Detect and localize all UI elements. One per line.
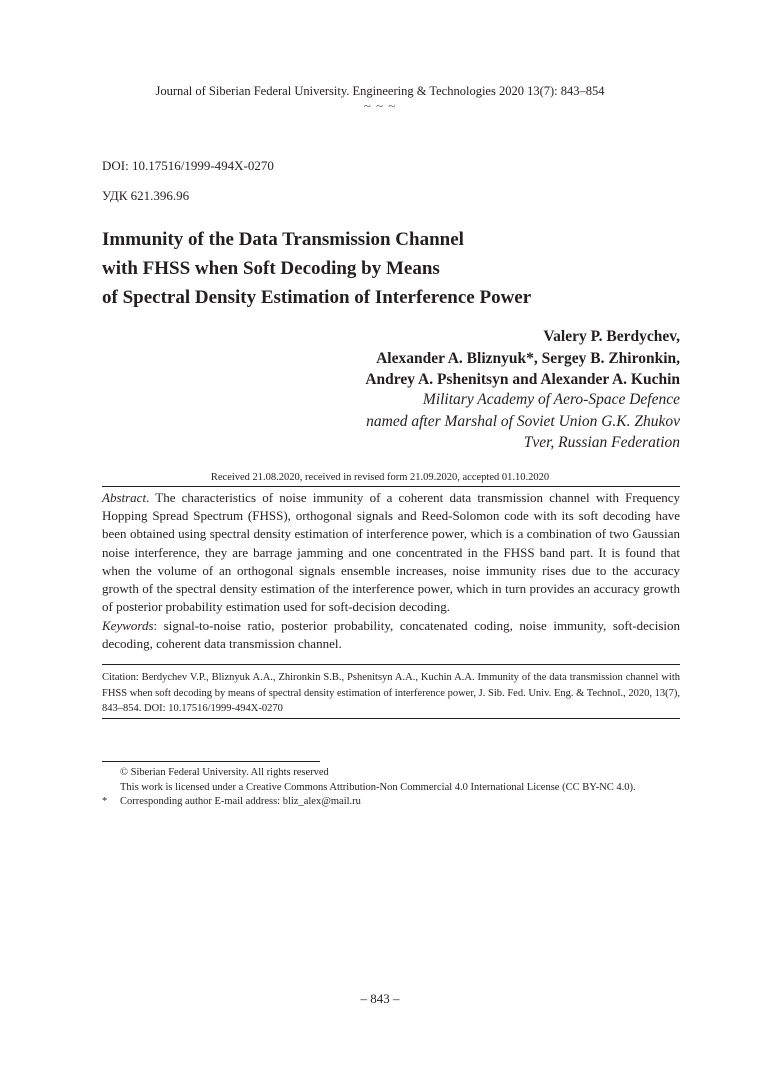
citation: Citation: Berdychev V.P., Bliznyuk A.A., Zhironkin S.B., Pshenitsyn A.A., Kuchin A.A. Immunity of the data transmission channel with FHSS when soft decoding by means of spectral density estimation of interference power, J. Sib. Fed. Univ. Eng. & Technol., 2020, 13(7), 843–854. DOI: 10.17516/1999-494X-0270 xyxy=(102,672,680,714)
udk-code: УДК 621.396.96 xyxy=(102,188,190,203)
authors xyxy=(365,326,680,391)
divider xyxy=(102,486,680,487)
journal-header: Journal of Siberian Federal University. Engineering & Technologies 2020 13(7): 843–854 xyxy=(155,84,605,98)
license-note: This work is licensed under a Creative Commons Attribution-Non Commercial 4.0 International License (CC BY-NC 4.0). xyxy=(120,781,636,793)
abstract-text: . The characteristics of noise immunity of a coherent data transmission channel with Frequency Hopping Spread Spectrum (FHSS), orthogonal signals and Reed-Solomon code with its soft decoding have been obtained using spectral density estimation of interference power, which is a combination of two Gaussian noise interference, they are barrage jamming and one concentrated in the FHSS band part. It is found that when the volume of an orthogonal signals ensemble increases, noise immunity rises due to the accuracy growth of the spectral density estimation of the interference power, which in turn provides an accuracy growth of posterior probability estimation used for soft-decision decoding. xyxy=(102,490,680,615)
affiliation-line: Military Academy of Aero-Space Defence xyxy=(422,391,680,408)
title-line: of Spectral Density Estimation of Interference Power xyxy=(102,287,532,308)
asterisk-mark: * xyxy=(102,796,108,807)
page-number: – 843 – xyxy=(360,991,400,1006)
title-line: with FHSS when Soft Decoding by Means xyxy=(102,258,440,279)
author-line: Valery P. Berdychev, xyxy=(543,328,680,345)
affiliation-line: Tver, Russian Federation xyxy=(523,434,680,451)
footnote-rule xyxy=(102,761,320,762)
received-dates: Received 21.08.2020, received in revised form 21.09.2020, accepted 01.10.2020 xyxy=(210,472,550,483)
paper-title xyxy=(102,225,662,312)
divider xyxy=(102,718,680,719)
affiliation xyxy=(366,389,680,454)
copyright-note: © Siberian Federal University. All rights reserved xyxy=(120,767,329,778)
title-line: Immunity of the Data Transmission Channel xyxy=(102,229,464,250)
corresponding-email: Corresponding author E-mail address: bliz_alex@mail.ru xyxy=(120,796,361,807)
corresponding-note xyxy=(102,795,687,810)
header-ornament: ~ ~ ~ xyxy=(363,98,397,113)
abstract-label: Abstract xyxy=(102,490,147,505)
footnotes xyxy=(102,766,687,810)
author-line: Andrey A. Pshenitsyn and Alexander A. Kuchin xyxy=(365,371,680,388)
divider xyxy=(102,664,680,665)
keywords xyxy=(102,617,680,653)
author-line: Alexander A. Bliznyuk*, Sergey B. Zhironkin, xyxy=(376,349,680,367)
doi: DOI: 10.17516/1999-494X-0270 xyxy=(102,158,274,173)
abstract xyxy=(102,489,680,616)
keywords-text: : signal-to-noise ratio, posterior probability, concatenated coding, noise immunity, soft-decision decoding, coherent data transmission channel. xyxy=(102,618,680,652)
keywords-label: Keywords xyxy=(102,618,154,633)
affiliation-line: named after Marshal of Soviet Union G.K. Zhukov xyxy=(366,412,680,430)
